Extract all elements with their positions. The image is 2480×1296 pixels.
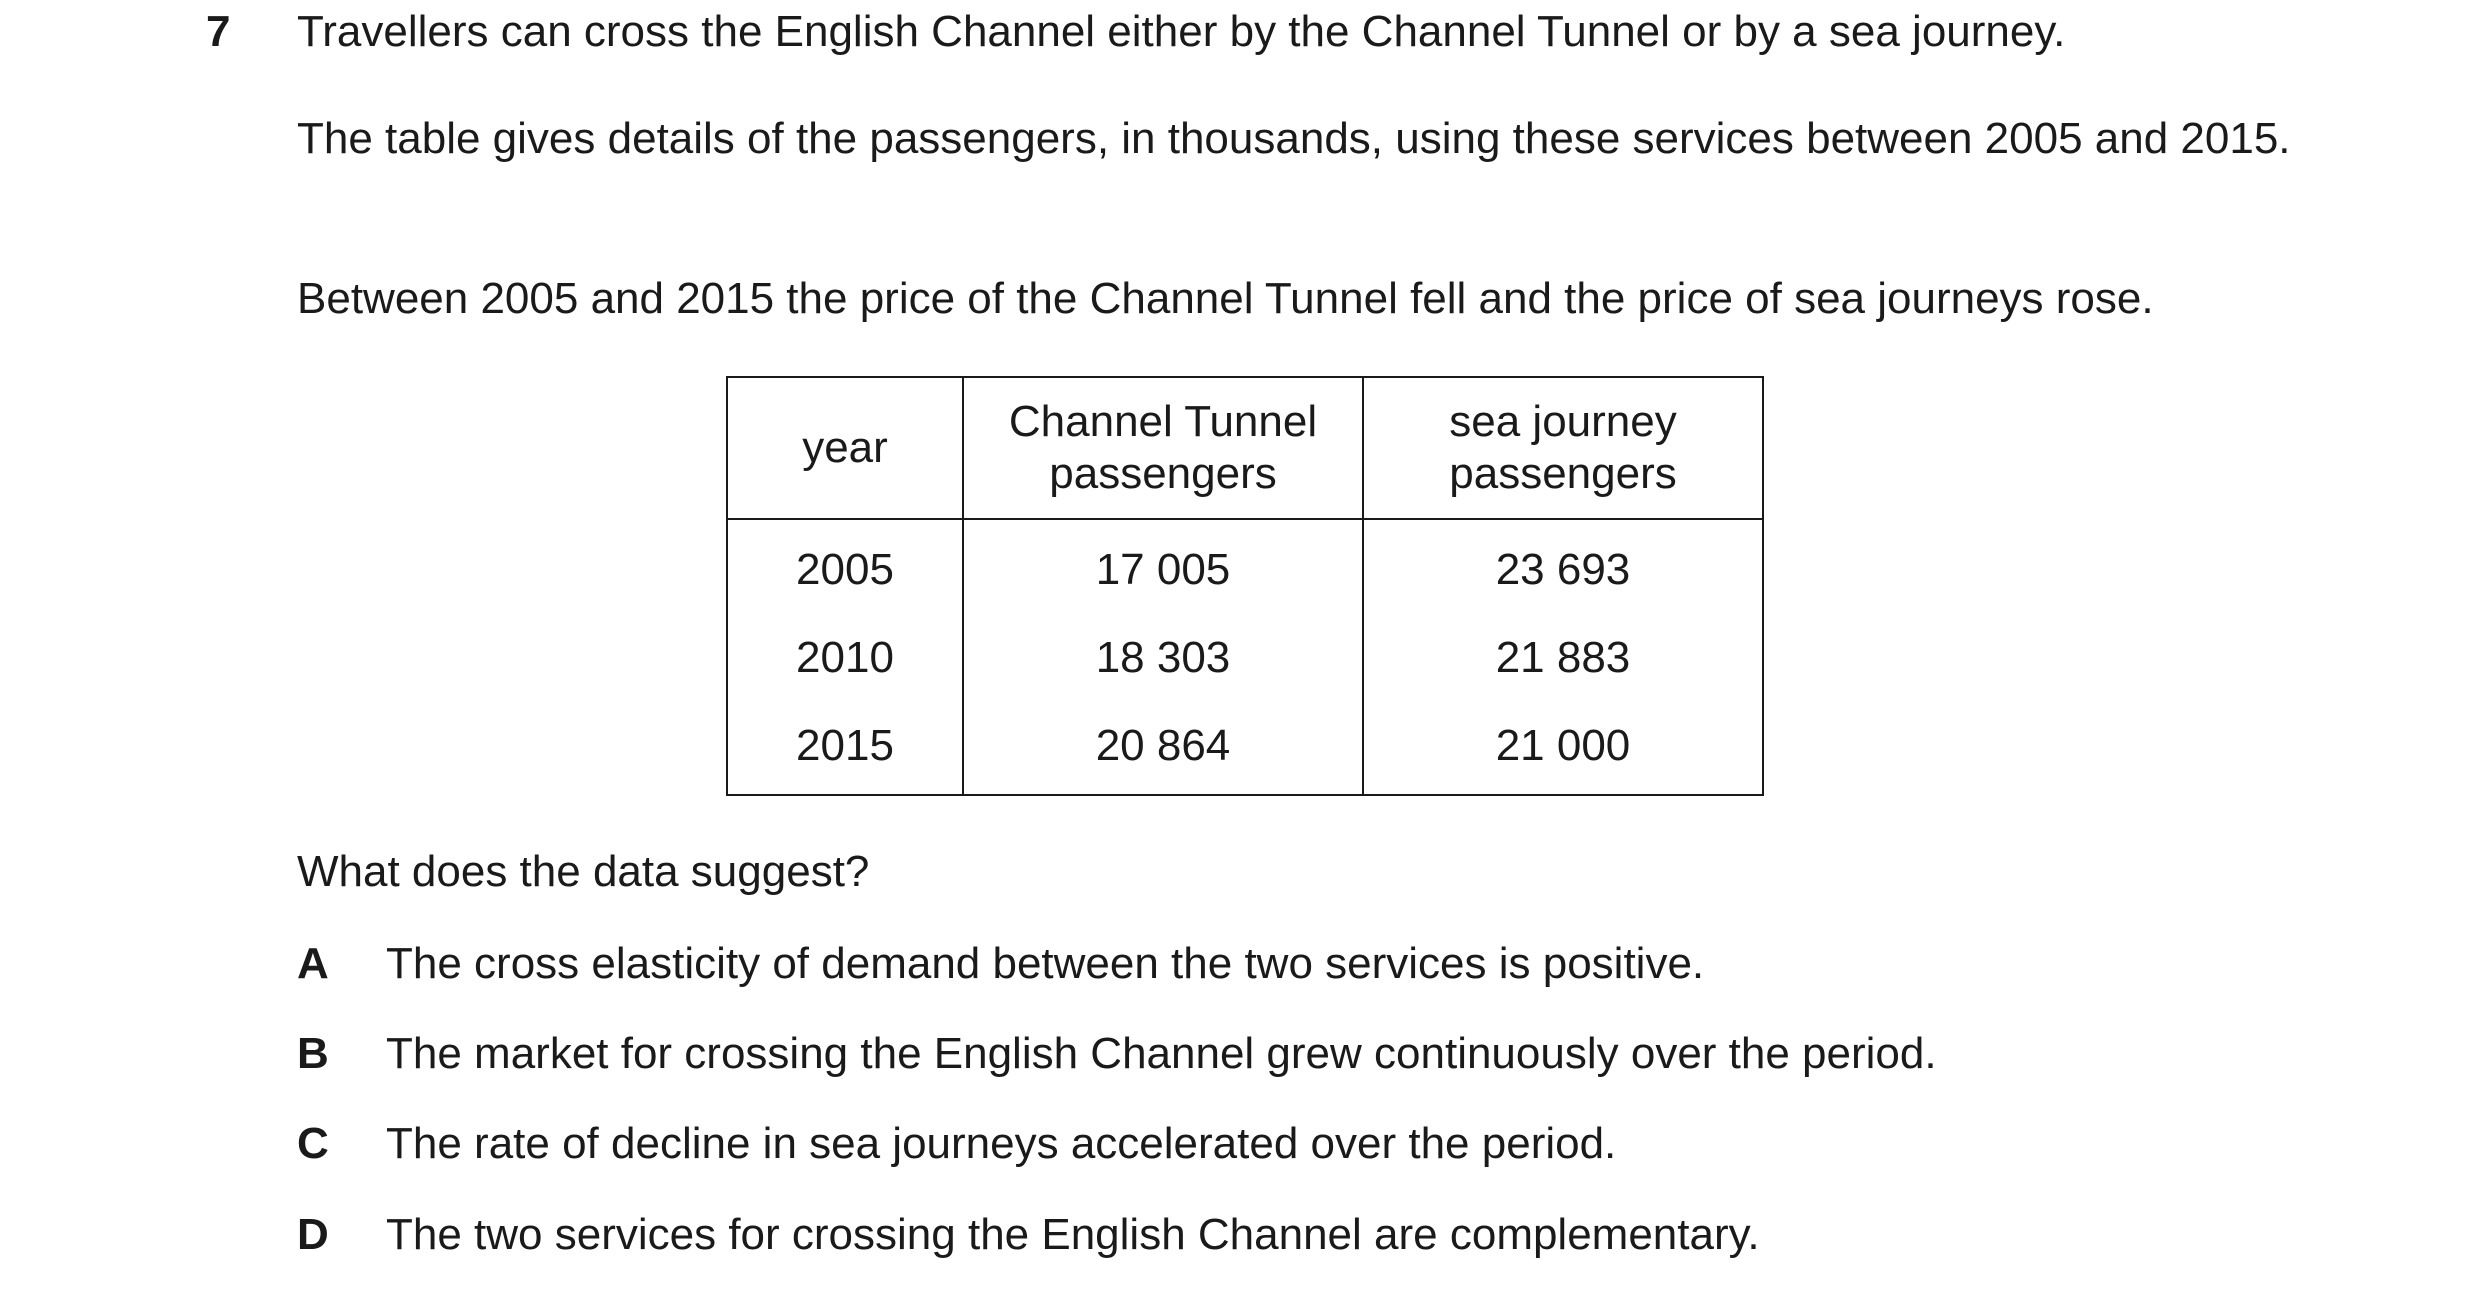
header-channel-tunnel [963, 377, 1363, 519]
cell-year: 2005 [727, 519, 963, 614]
header-sea-journey-line1: sea journey [1449, 397, 1677, 446]
cell-sea: 21 000 [1363, 702, 1763, 795]
question-prompt: What does the data suggest? [297, 847, 870, 896]
passenger-table [726, 376, 1764, 796]
header-channel-tunnel-line1: Channel Tunnel [1008, 397, 1318, 446]
option-letter: A [297, 939, 329, 988]
cell-tunnel: 20 864 [963, 702, 1363, 795]
table-row [727, 702, 1763, 795]
header-channel-tunnel-line2: passengers [1049, 449, 1277, 498]
cell-tunnel: 17 005 [963, 519, 1363, 614]
table-description: The table gives details of the passengers, in thousands, using these services between 2005 and 2015. [297, 114, 2291, 163]
option-letter: B [297, 1029, 329, 1078]
option-text: The market for crossing the English Channel grew continuously over the period. [386, 1029, 1937, 1078]
option-text: The rate of decline in sea journeys accelerated over the period. [386, 1119, 1617, 1168]
header-year: year [727, 377, 963, 519]
table-header-row [727, 377, 1763, 519]
header-sea-journey [1363, 377, 1763, 519]
cell-year: 2010 [727, 614, 963, 702]
question-intro: Travellers can cross the English Channel either by the Channel Tunnel or by a sea journey. [297, 7, 2066, 56]
header-sea-journey-line2: passengers [1449, 449, 1677, 498]
table-row [727, 614, 1763, 702]
price-info: Between 2005 and 2015 the price of the Channel Tunnel fell and the price of sea journeys rose. [297, 274, 2154, 323]
option-letter: C [297, 1119, 329, 1168]
option-text: The two services for crossing the English Channel are complementary. [386, 1210, 1760, 1259]
cell-tunnel: 18 303 [963, 614, 1363, 702]
question-number: 7 [206, 7, 231, 56]
option-letter: D [297, 1210, 329, 1259]
cell-year: 2015 [727, 702, 963, 795]
table-row [727, 519, 1763, 614]
option-text: The cross elasticity of demand between the two services is positive. [386, 939, 1705, 988]
cell-sea: 23 693 [1363, 519, 1763, 614]
cell-sea: 21 883 [1363, 614, 1763, 702]
